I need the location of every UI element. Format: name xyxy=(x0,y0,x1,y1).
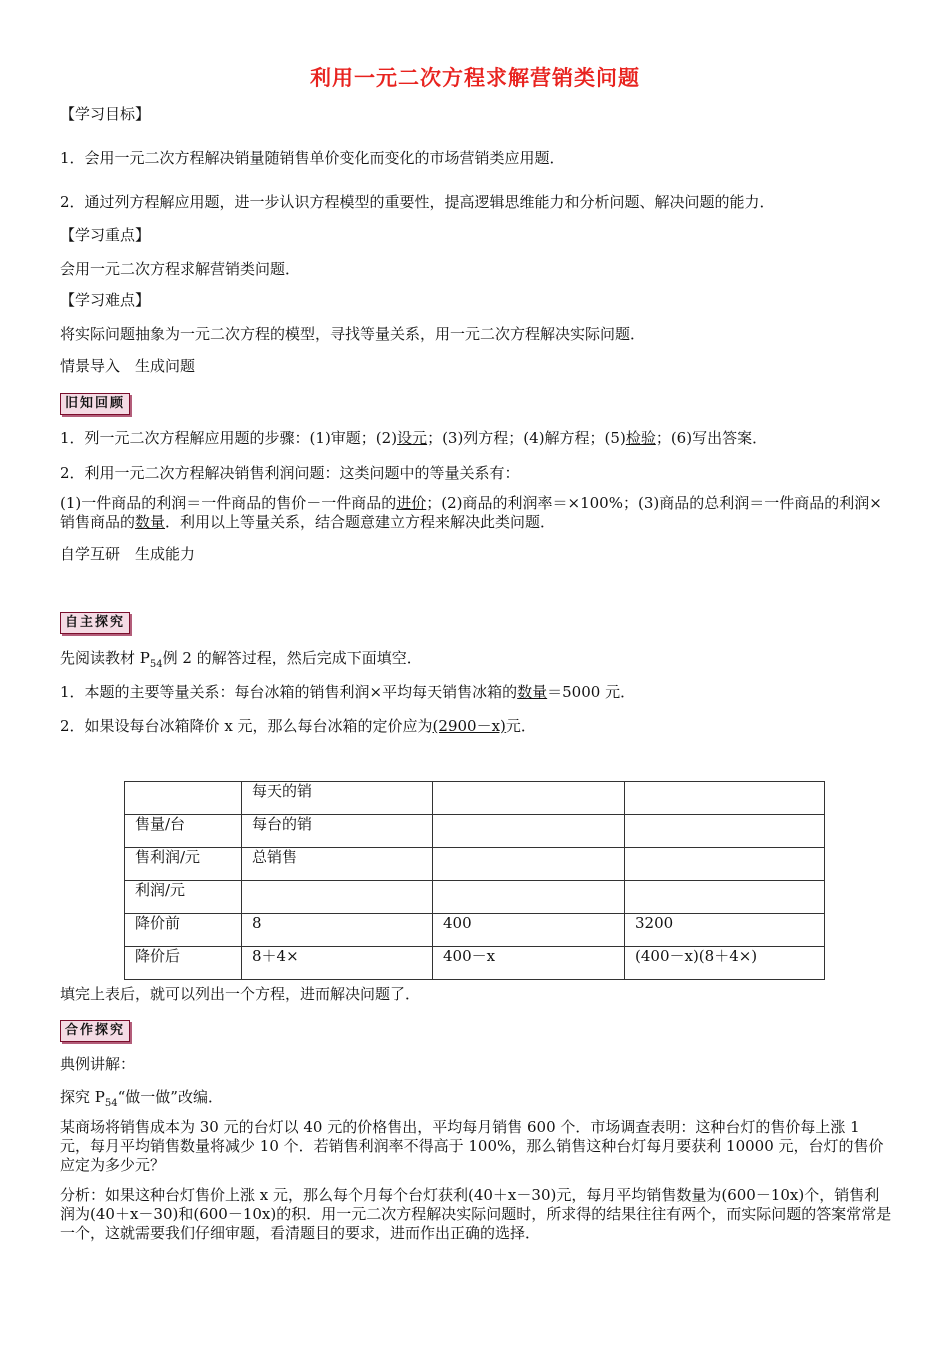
price-table xyxy=(124,781,825,980)
goal-item-1: 1．会用一元二次方程解决销量随销售单价变化而变化的市场营销类应用题． xyxy=(60,149,565,167)
table-cell xyxy=(625,848,825,881)
intro-heading: 情景导入 生成问题 xyxy=(60,357,196,375)
review-item-1: 1．列一元二次方程解应用题的步骤：(1)审题；(2)设元；(3)列方程；(4)解方程；(5)检验；(6)写出答案． xyxy=(60,429,768,447)
after-table-text: 填完上表后，就可以列出一个方程，进而解决问题了． xyxy=(60,985,421,1003)
table-cell: 每台的销 xyxy=(242,815,433,848)
example-heading: 典例讲解： xyxy=(60,1055,136,1073)
table-cell xyxy=(625,881,825,914)
table-cell: 8 xyxy=(242,914,433,947)
problem-text: 某商场将销售成本为 30 元的台灯以 40 元的价格售出，平均每月销售 600 个．市场调查表明：这种台灯的售价每上涨 1 元，每月平均销售数量将减少 10 个．若销售利润率不得高于 100%，那么销售这种台灯每月要获利 10000 元，台灯的售价应定为多少元？ xyxy=(60,1118,884,1174)
table-cell: 8＋4× xyxy=(242,947,433,980)
table-row xyxy=(125,815,825,848)
table-cell: 3200 xyxy=(625,914,825,947)
review-item-2: 2．利用一元二次方程解决销售利润问题：这类问题中的等量关系有： xyxy=(60,464,520,482)
table-cell xyxy=(433,881,625,914)
table-cell: 总销售 xyxy=(242,848,433,881)
table-cell: (400－x)(8＋4×) xyxy=(625,947,825,980)
badge-self-explore: 自主探究 xyxy=(60,612,130,634)
table-row xyxy=(125,914,825,947)
badge-review: 旧知回顾 xyxy=(60,393,130,415)
table-cell: 售量/台 xyxy=(125,815,242,848)
table-row xyxy=(125,782,825,815)
goal-item-2: 2．通过列方程解应用题，进一步认识方程模型的重要性，提高逻辑思维能力和分析问题、解决问题的能力． xyxy=(60,193,775,211)
explore-source: 探究 $P_{54}“$做一做”改编． xyxy=(60,1088,223,1109)
key-heading: 【学习重点】 xyxy=(60,226,151,244)
table-cell xyxy=(625,782,825,815)
table-cell: 利润/元 xyxy=(125,881,242,914)
table-cell xyxy=(433,782,625,815)
table-cell xyxy=(433,848,625,881)
table-cell xyxy=(433,815,625,848)
difficulty-heading: 【学习难点】 xyxy=(60,291,151,309)
badge-cooperate-explore: 合作探究 xyxy=(60,1020,130,1042)
table-cell: 降价前 xyxy=(125,914,242,947)
table-row xyxy=(125,947,825,980)
self-item-1: 1．本题的主要等量关系：每台冰箱的销售利润×平均每天销售冰箱的数量＝5000 元． xyxy=(60,683,636,701)
table-cell xyxy=(125,782,242,815)
analysis-text: 分析：如果这种台灯售价上涨 x 元，那么每个月每个台灯获利(40＋x－30)元，每月平均销售数量为(600－10x)个，销售利润为(40＋x－30)和(600－10x)的积．用一元二次方程解决实际问题时，所求得的结果往往有两个，而实际问题的答案常常是一个，这就需要我们仔细审题，看清题目的要求，进而作出正确的选择． xyxy=(60,1186,892,1242)
table-cell: 400－x xyxy=(433,947,625,980)
self-item-2: 2．如果设每台冰箱降价 x 元，那么每台冰箱的定价应为(2900－x)元． xyxy=(60,717,536,735)
table-cell xyxy=(625,815,825,848)
self-study-heading: 自学互研 生成能力 xyxy=(60,545,196,563)
review-item-3: (1)一件商品的利润＝一件商品的售价－一件商品的进价；(2)商品的利润率＝×100%；(3)商品的总利润＝一件商品的利润×销售商品的数量．利用以上等量关系，结合题意建立方程来解决此类问题． xyxy=(60,494,882,531)
table-cell: 每天的销 xyxy=(242,782,433,815)
table-cell: 降价后 xyxy=(125,947,242,980)
key-text: 会用一元二次方程求解营销类问题． xyxy=(60,260,301,278)
page-title: 利用一元二次方程求解营销类问题 xyxy=(310,66,640,90)
table-row xyxy=(125,848,825,881)
read-instruction: 先阅读教材 $P_{54}$例 2 的解答过程，然后完成下面填空． xyxy=(60,649,422,670)
difficulty-text: 将实际问题抽象为一元二次方程的模型，寻找等量关系，用一元二次方程解决实际问题． xyxy=(60,325,646,343)
table-cell: 400 xyxy=(433,914,625,947)
goal-heading: 【学习目标】 xyxy=(60,105,151,123)
table-cell: 售利润/元 xyxy=(125,848,242,881)
table-cell xyxy=(242,881,433,914)
table-row xyxy=(125,881,825,914)
